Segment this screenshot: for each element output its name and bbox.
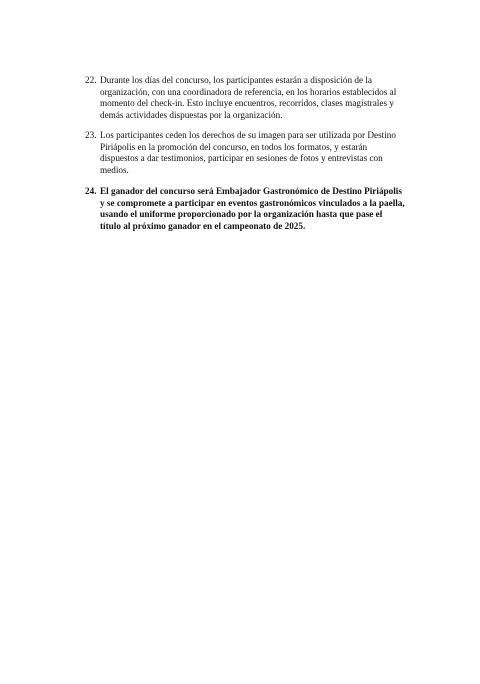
list-item-number: 24. xyxy=(85,186,97,196)
list-item-number: 23. xyxy=(85,130,97,140)
list-item xyxy=(85,186,405,232)
list-item-text: Los participantes ceden los derechos de su imagen para ser utilizada por Destino Piriápolis en la promoción del concurso, en todos los formatos, y estarán dispuestos a dar testimonios, participar en sesiones de fotos y entrevistas con medios. xyxy=(100,130,396,175)
list-item-text: Durante los días del concurso, los participantes estarán a disposición de la organización, con una coordinadora de referencia, en los horarios establecidos al momento del check-in. Esto incluye encuentros, recorridos, clases magistrales y demás actividades dispuestas por la organización. xyxy=(100,75,397,120)
list-item-text: El ganador del concurso será Embajador Gastronómico de Destino Piriápolis y se compromete a participar en eventos gastronómicos vinculados a la paella, usando el uniforme proporcionado por la organización hasta que pase el título al próximo ganador en el campeonato de 2025. xyxy=(100,186,405,231)
list-item xyxy=(85,130,405,176)
list-item-number: 22. xyxy=(85,75,97,85)
list-item xyxy=(85,75,405,121)
